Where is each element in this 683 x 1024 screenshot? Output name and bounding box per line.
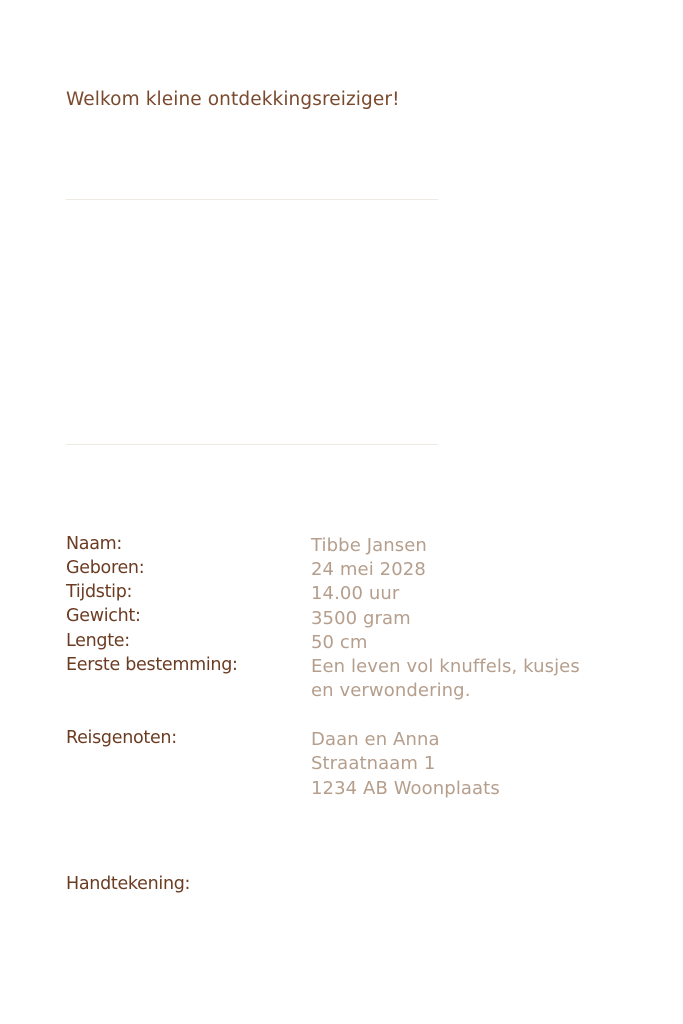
divider-bottom [66, 444, 438, 445]
value-length: 50 cm [311, 632, 368, 653]
value-travel-companions-line-3: 1234 AB Woonplaats [311, 777, 500, 799]
value-first-destination-line-2: en verwondering. [311, 680, 471, 702]
label-name: Naam: [66, 534, 122, 554]
divider-top [66, 199, 438, 200]
label-first-destination: Eerste bestemming: [66, 655, 238, 675]
welcome-heading: Welkom kleine ontdekkingsreiziger! [66, 89, 400, 110]
value-travel-companions-line-1: Daan en Anna [311, 729, 440, 750]
value-time: 14.00 uur [311, 583, 400, 604]
label-length: Lengte: [66, 631, 130, 651]
value-first-destination-line-1: Een leven vol knuffels, kusjes [311, 656, 580, 677]
value-travel-companions [311, 728, 500, 801]
label-born: Geboren: [66, 558, 145, 578]
label-travel-companions: Reisgenoten: [66, 728, 177, 748]
value-name: Tibbe Jansen [311, 535, 427, 556]
label-weight: Gewicht: [66, 606, 141, 626]
value-travel-companions-line-2: Straatnaam 1 [311, 753, 436, 775]
label-signature: Handtekening: [66, 874, 191, 894]
value-first-destination [311, 655, 580, 704]
label-time: Tijdstip: [66, 582, 133, 602]
value-weight: 3500 gram [311, 608, 411, 629]
value-born: 24 mei 2028 [311, 559, 426, 580]
